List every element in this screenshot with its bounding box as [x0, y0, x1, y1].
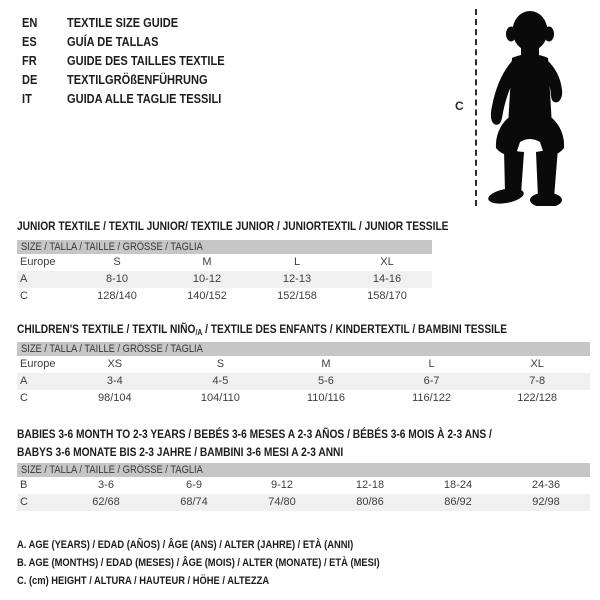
language-row	[22, 32, 252, 51]
row-label: C	[20, 392, 28, 404]
size-cell: 10-12	[192, 273, 222, 285]
table-header-text: SIZE / TALLA / TAILLE / GRÖSSE / TAGLIA	[21, 464, 203, 476]
footnote-a-text: A. AGE (YEARS) / EDAD (AÑOS) / ÂGE (ANS) / ALTER (JAHRE) / ETÀ (ANNI)	[17, 539, 354, 551]
size-cell: 8-10	[105, 273, 129, 285]
language-row	[22, 89, 252, 108]
table-row	[17, 288, 432, 305]
size-cell: S	[216, 358, 225, 370]
language-title: GUIDA ALLE TAGLIE TESSILI	[67, 91, 222, 106]
size-cell: 158/170	[367, 290, 407, 302]
table-row	[17, 271, 432, 288]
size-cell: 110/116	[306, 392, 346, 404]
size-cell: XL	[380, 256, 394, 268]
size-cell: 18-24	[443, 479, 473, 491]
row-label: A	[20, 375, 28, 387]
row-label: C	[20, 496, 28, 508]
babies-heading-line-1: BABIES 3-6 MONTH TO 2-3 YEARS / BEBÉS 3-6 MESES A 2-3 AÑOS / BÉBÉS 3-6 MOIS À 2-3 ANS /	[17, 427, 492, 441]
language-row	[22, 70, 252, 89]
table-header-bar	[17, 240, 432, 254]
size-cell: 24-36	[531, 479, 561, 491]
size-cell: 80/86	[356, 496, 384, 508]
table-row	[17, 477, 590, 494]
size-cell: XS	[107, 358, 123, 370]
table-row	[17, 494, 590, 511]
size-cell: 4-5	[212, 375, 229, 387]
language-code: DE	[22, 72, 38, 87]
table-header-bar	[17, 342, 590, 356]
children-section-heading	[17, 320, 593, 342]
size-cell: XL	[530, 358, 544, 370]
size-cell: 9-12	[270, 479, 294, 491]
size-cell: 98/104	[97, 392, 132, 404]
table-row	[17, 373, 590, 390]
language-title: TEXTILGRÖßENFÜHRUNG	[67, 72, 208, 87]
size-cell: 122/128	[517, 392, 558, 404]
junior-heading-text: JUNIOR TEXTILE / TEXTIL JUNIOR/ TEXTILE JUNIOR / JUNIORTEXTIL / JUNIOR TESSILE	[17, 219, 449, 233]
language-row	[22, 51, 252, 70]
size-cell: 140/152	[187, 290, 227, 302]
size-cell: L	[293, 256, 301, 268]
language-code: IT	[22, 91, 32, 106]
size-cell: 116/122	[412, 392, 452, 404]
babies-heading-line-2: BABYS 3-6 MONATE BIS 2-3 JAHRE / BAMBINI 3-6 MESI A 2-3 ANNI	[17, 445, 344, 459]
children-heading-text	[17, 320, 507, 342]
height-dashed-line	[475, 9, 477, 206]
size-cell: 92/98	[532, 496, 560, 508]
size-cell: S	[113, 256, 121, 268]
table-row	[17, 254, 432, 271]
footnote-c-text: C. (cm) HEIGHT / ALTURA / HAUTEUR / HÖHE / ALTEZZA	[17, 575, 270, 587]
size-cell: 12-18	[355, 479, 385, 491]
footnote-legend	[17, 536, 444, 590]
children-heading-pre: CHILDREN'S TEXTILE / TEXTIL NIÑO	[17, 322, 196, 336]
size-cell: 68/74	[180, 496, 208, 508]
size-cell: M	[321, 358, 331, 370]
table-row	[17, 356, 590, 373]
size-cell: 7-8	[529, 375, 546, 387]
height-measure-label: C	[455, 99, 464, 113]
size-cell: 3-4	[106, 375, 123, 387]
table-header-text: SIZE / TALLA / TAILLE / GRÖSSE / TAGLIA	[21, 343, 203, 355]
footnote-c	[17, 572, 444, 590]
size-cell: 62/68	[92, 496, 120, 508]
junior-section-heading	[17, 217, 525, 235]
size-cell: 104/110	[200, 392, 240, 404]
size-cell: M	[202, 256, 212, 268]
footnote-b-text: B. AGE (MONTHS) / EDAD (MESES) / ÂGE (MOIS) / ALTER (MONATE) / ETÀ (MESI)	[17, 557, 380, 569]
babies-size-table	[17, 463, 590, 511]
footnote-b	[17, 554, 444, 572]
size-cell: 12-13	[282, 273, 312, 285]
row-label: Europe	[20, 256, 56, 268]
junior-size-table	[17, 240, 432, 305]
language-title: GUIDE DES TAILLES TEXTILE	[67, 53, 225, 68]
babies-section-heading	[17, 425, 576, 461]
size-cell: 6-7	[423, 375, 440, 387]
children-heading-post: / TEXTILE DES ENFANTS / KINDERTEXTIL / BAMBINI TESSILE	[202, 322, 507, 336]
row-label: C	[20, 290, 28, 302]
size-cell: 128/140	[97, 290, 137, 302]
size-cell: 6-9	[186, 479, 202, 491]
size-cell: 74/80	[268, 496, 296, 508]
language-title: TEXTILE SIZE GUIDE	[67, 15, 179, 30]
size-cell: L	[428, 358, 435, 370]
footnote-a	[17, 536, 444, 554]
language-code: ES	[22, 34, 37, 49]
size-cell: 3-6	[98, 479, 114, 491]
table-header-text: SIZE / TALLA / TAILLE / GRÖSSE / TAGLIA	[21, 241, 203, 253]
row-label: B	[20, 479, 28, 491]
language-title: GUÍA DE TALLAS	[67, 34, 159, 49]
row-label: Europe	[20, 358, 56, 370]
children-size-table	[17, 342, 590, 407]
children-heading-subscript: /A	[195, 328, 203, 337]
language-title-list	[22, 13, 252, 108]
language-row	[22, 13, 252, 32]
size-cell: 86/92	[444, 496, 472, 508]
row-label: A	[20, 273, 28, 285]
language-code: FR	[22, 53, 37, 68]
language-code: EN	[22, 15, 38, 30]
table-header-bar	[17, 463, 590, 477]
size-cell: 5-6	[318, 375, 334, 387]
table-row	[17, 390, 590, 407]
size-cell: 14-16	[372, 273, 402, 285]
toddler-silhouette-icon	[480, 6, 578, 206]
size-cell: 152/158	[277, 290, 317, 302]
